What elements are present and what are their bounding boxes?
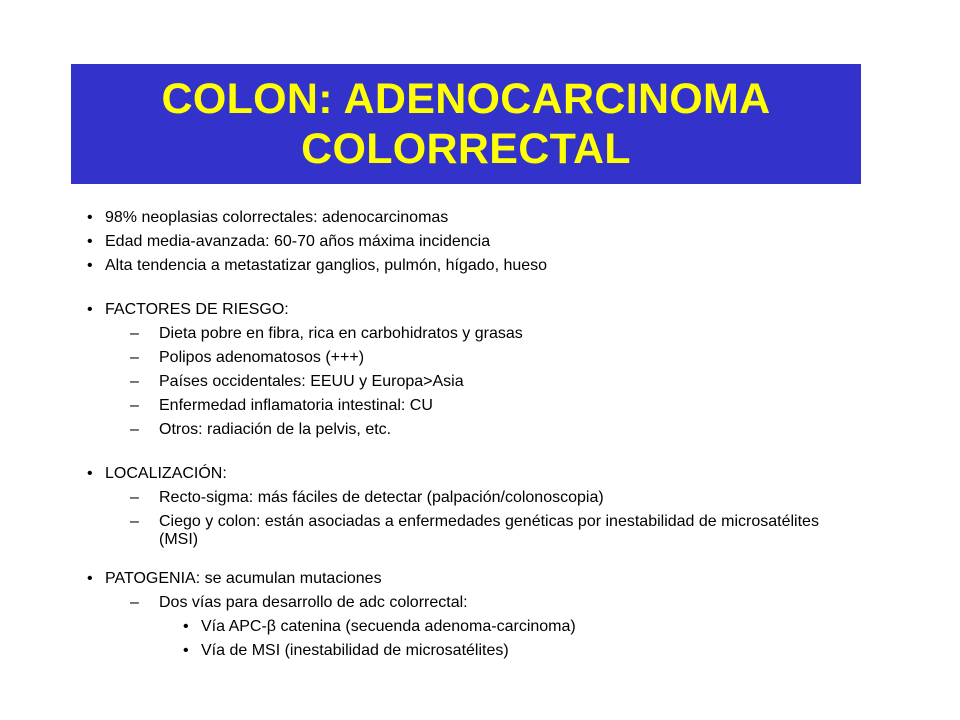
dash-icon: –	[130, 349, 139, 366]
bullet-icon: •	[87, 465, 93, 482]
title-line-1: COLON: ADENOCARCINOMA	[161, 75, 771, 123]
pathway-item-2: Vía de MSI (inestabilidad de microsatélites)	[201, 642, 509, 659]
bullet-icon: •	[87, 209, 93, 226]
risk-factor-item-5: Otros: radiación de la pelvis, etc.	[159, 421, 392, 438]
intro-item-3: Alta tendencia a metastatizar ganglios, pulmón, hígado, hueso	[105, 257, 548, 274]
intro-item-1: 98% neoplasias colorrectales: adenocarcinomas	[105, 209, 449, 226]
dash-icon: –	[130, 489, 139, 506]
bullet-icon: •	[87, 570, 93, 587]
bullet-icon: •	[183, 618, 189, 635]
bullet-icon: •	[87, 257, 93, 274]
pathway-item-1: Vía APC-β catenina (secuenda adenoma-carcinoma)	[201, 618, 576, 635]
dash-icon: –	[130, 397, 139, 414]
dash-icon: –	[130, 513, 139, 530]
dash-icon: –	[130, 594, 139, 611]
intro-item-2: Edad media-avanzada: 60-70 años máxima incidencia	[105, 233, 491, 250]
risk-factor-item-1: Dieta pobre en fibra, rica en carbohidratos y grasas	[159, 325, 523, 342]
dash-icon: –	[130, 421, 139, 438]
localization-item-1: Recto-sigma: más fáciles de detectar (palpación/colonoscopia)	[159, 489, 604, 506]
title-line-2: COLORRECTAL	[301, 125, 631, 173]
bullet-icon: •	[87, 301, 93, 318]
risk-factor-item-3: Países occidentales: EEUU y Europa>Asia	[159, 373, 464, 390]
risk-factor-item-2: Polipos adenomatosos (+++)	[159, 349, 365, 366]
bullet-icon: •	[183, 642, 189, 659]
risk-factor-item-4: Enfermedad inflamatoria intestinal: CU	[159, 397, 433, 414]
pathogenesis-heading: PATOGENIA: se acumulan mutaciones	[105, 570, 382, 587]
localization-item-2: Ciego y colon: están asociadas a enfermedades genéticas por inestabilidad de microsatélites (MSI)	[159, 513, 819, 548]
dash-icon: –	[130, 373, 139, 390]
bullet-icon: •	[87, 233, 93, 250]
dash-icon: –	[130, 325, 139, 342]
pathogenesis-sub-heading: Dos vías para desarrollo de adc colorrectal:	[159, 594, 468, 611]
localization-heading: LOCALIZACIÓN:	[105, 465, 227, 482]
risk-factors-heading: FACTORES DE RIESGO:	[105, 301, 289, 318]
